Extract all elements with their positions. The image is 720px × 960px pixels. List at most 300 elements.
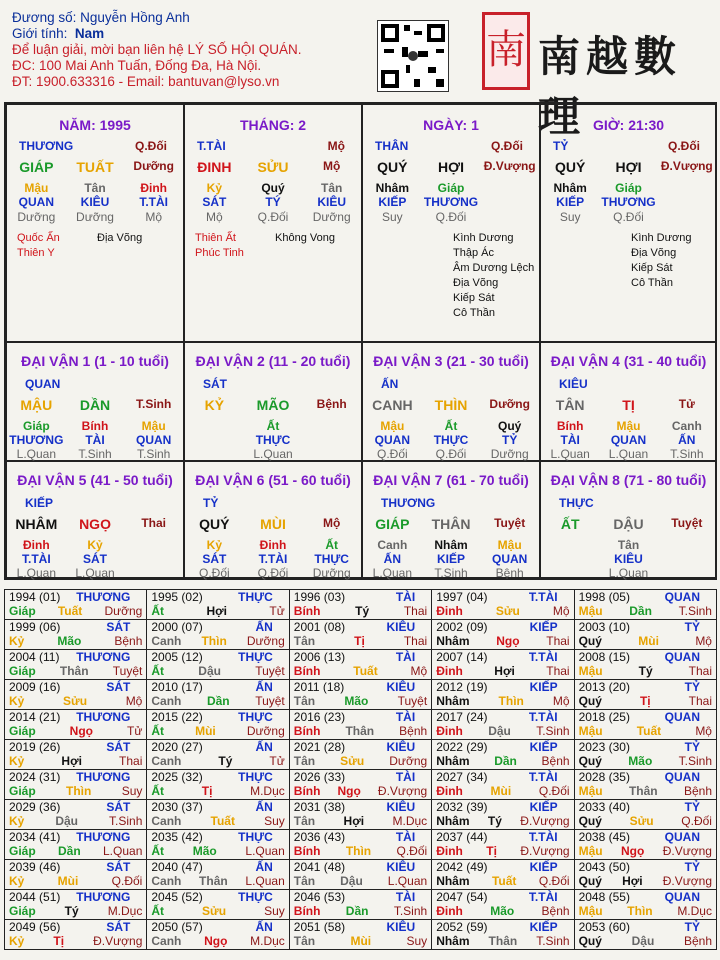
year-stage: Đ.Vượng <box>520 844 570 858</box>
hidden-god: THỰC <box>433 433 469 447</box>
year-branch: Mùi <box>638 634 659 648</box>
hidden-stage: L.Quan <box>608 566 649 580</box>
year-head <box>294 800 427 814</box>
year-pillar <box>436 724 569 738</box>
year-god: TỶ <box>684 620 700 634</box>
year-cell[interactable] <box>574 920 716 950</box>
year-branch: Hợi <box>206 604 227 618</box>
year-cell[interactable] <box>289 770 431 800</box>
year-branch: Sửu <box>340 754 365 768</box>
hidden-god-empty <box>658 195 716 209</box>
year-cell[interactable] <box>5 620 147 650</box>
star-item: Kình Dương <box>453 232 514 244</box>
year-stage: Bệnh <box>683 784 712 798</box>
year-cell[interactable] <box>5 740 147 770</box>
year-label: 1999 (06) <box>9 620 61 634</box>
pillar-main-row <box>7 159 183 175</box>
year-cell[interactable] <box>289 710 431 740</box>
year-head <box>294 680 427 694</box>
year-stage: M.Dục <box>107 904 143 918</box>
year-label: 2018 (25) <box>578 710 630 724</box>
year-label: 2040 (47) <box>151 860 203 874</box>
hidden-god-row <box>541 195 716 209</box>
table-row <box>5 590 717 620</box>
year-cell[interactable] <box>147 830 289 860</box>
year-pillar <box>151 604 284 618</box>
hidden-god: TÀI <box>560 433 580 447</box>
year-stage: Bệnh <box>114 634 143 648</box>
earthly-branch: MÙI <box>260 516 286 532</box>
hidden-stage: Q.Đối <box>435 447 467 461</box>
year-branch: Thân <box>59 664 89 678</box>
year-stage: Mộ <box>552 604 570 618</box>
year-cell[interactable] <box>147 920 289 950</box>
hidden-stage: Q.Đối <box>198 566 230 580</box>
year-head <box>436 620 569 634</box>
pillar-top-stage: Mộ <box>327 139 345 153</box>
hidden-stage: Mộ <box>206 210 223 224</box>
year-stem: Mậu <box>578 664 603 678</box>
year-stem: Canh <box>151 694 182 708</box>
pillar-main-row <box>363 159 539 175</box>
seal-icon: 南 <box>482 12 530 90</box>
year-label: 2030 (37) <box>151 800 203 814</box>
hidden-stage-row <box>363 447 539 461</box>
pillar-top-god: T.TÀI <box>197 139 226 153</box>
year-cell[interactable] <box>5 830 147 860</box>
year-branch: Tị <box>201 784 213 798</box>
year-stem: Bính <box>293 844 321 858</box>
year-head <box>579 590 712 604</box>
year-cell[interactable] <box>5 650 147 680</box>
hidden-stem-empty <box>658 538 716 552</box>
dai-van-god: ẤN <box>381 377 399 391</box>
year-stage: Mộ <box>695 724 712 738</box>
year-head <box>151 860 284 874</box>
year-stage: Tuyệt <box>255 694 285 708</box>
heavenly-stem: KỶ <box>204 397 225 413</box>
year-cell[interactable] <box>432 680 574 710</box>
hidden-stem: Giáp <box>23 419 50 433</box>
year-stem: Bính <box>293 904 321 918</box>
year-pillar <box>294 754 427 768</box>
year-cell[interactable] <box>289 830 431 860</box>
year-cell[interactable] <box>432 890 574 920</box>
year-stem: Quý <box>578 694 602 708</box>
year-cell[interactable] <box>289 680 431 710</box>
dai-van-main-row <box>363 397 539 413</box>
year-branch: Mùi <box>350 934 372 948</box>
year-god: ẤN <box>255 620 273 634</box>
year-cell[interactable] <box>289 740 431 770</box>
star-right: Địa Võng <box>97 232 143 244</box>
year-stage: L.Quan <box>387 874 428 888</box>
branch-stage: Tuyệt <box>671 516 703 530</box>
year-god: TÀI <box>395 770 416 784</box>
hidden-stage-row <box>541 210 716 224</box>
year-pillar <box>579 664 712 678</box>
hidden-stem: Kỷ <box>206 538 222 552</box>
year-cell[interactable] <box>574 680 716 710</box>
year-branch: Ngọ <box>337 784 361 798</box>
year-stage: Đ.Vượng <box>662 874 712 888</box>
year-cell[interactable] <box>147 770 289 800</box>
year-cell[interactable] <box>574 770 716 800</box>
year-head <box>151 590 284 604</box>
hidden-god: TÀI <box>85 433 105 447</box>
star-item: Thập Ác <box>453 247 494 259</box>
hidden-god: QUAN <box>610 433 647 447</box>
dai-van-main-row <box>541 397 716 413</box>
year-cell[interactable] <box>5 710 147 740</box>
year-god: THỰC <box>238 890 273 904</box>
year-pillar <box>294 634 427 648</box>
year-cell[interactable] <box>147 590 289 620</box>
year-branch: Ngọ <box>69 724 93 738</box>
year-label: 2041 (48) <box>293 860 346 874</box>
dai-van-god: THƯƠNG <box>381 496 436 510</box>
year-cell[interactable] <box>147 890 289 920</box>
dai-van-title: ĐẠI VẬN 5 (41 - 50 tuổi) <box>17 472 173 488</box>
hidden-stem: Tân <box>617 538 640 552</box>
year-cell[interactable] <box>574 740 716 770</box>
year-stem: Giáp <box>9 664 36 678</box>
hidden-stem-row <box>541 538 716 552</box>
year-label: 2026 (33) <box>293 770 346 784</box>
pillar-title: GIỜ: 21:30 <box>592 117 665 133</box>
year-pillar <box>436 754 569 768</box>
earthly-branch: SỬU <box>257 159 289 175</box>
year-pillar <box>294 844 427 858</box>
hidden-god-row <box>7 195 183 209</box>
dai-van-main-row <box>7 397 183 413</box>
year-label: 2009 (16) <box>9 680 61 694</box>
year-cell[interactable] <box>574 800 716 830</box>
year-cell[interactable] <box>432 920 574 950</box>
year-cell[interactable] <box>5 590 147 620</box>
year-cell[interactable] <box>5 770 147 800</box>
year-label: 2012 (19) <box>436 680 488 694</box>
year-head <box>579 740 712 754</box>
dai-van-1 <box>6 342 184 461</box>
heavenly-stem: NHÂM <box>15 516 58 532</box>
star-left: Thiên Y <box>17 247 55 259</box>
hidden-stem-empty <box>185 419 244 433</box>
year-head <box>294 650 427 664</box>
hidden-stem: Ất <box>325 538 339 552</box>
year-head <box>151 740 284 754</box>
year-head <box>436 830 569 844</box>
branch-stage: Mộ <box>323 516 341 530</box>
year-cell[interactable] <box>147 620 289 650</box>
contact-phone-email[interactable]: ĐT: 1900.633316 - Email: bantuvan@lyso.vn <box>12 74 280 89</box>
earthly-branch: DẦN <box>79 397 111 413</box>
year-label: 2029 (36) <box>9 800 61 814</box>
year-label: 2022 (29) <box>436 740 488 754</box>
heavenly-stem: QUÝ <box>199 516 230 532</box>
year-god: T.TÀI <box>528 590 558 604</box>
earthly-branch: NGỌ <box>79 516 111 532</box>
year-cell[interactable] <box>574 620 716 650</box>
year-cell[interactable] <box>289 620 431 650</box>
hidden-stage: Suy <box>559 210 581 224</box>
year-stage: L.Quan <box>245 874 285 888</box>
year-branch: Mùi <box>195 724 216 738</box>
dai-van-god: QUAN <box>25 377 61 391</box>
hidden-stage: L.Quan <box>16 566 57 580</box>
year-god: ẤN <box>255 680 273 694</box>
year-head <box>151 710 284 724</box>
year-stage: Thai <box>403 604 428 618</box>
dai-van-4 <box>540 342 717 461</box>
year-branch: Tý <box>64 904 79 918</box>
dai-van-main-row <box>541 516 716 532</box>
year-god: T.TÀI <box>528 770 558 784</box>
year-label: 1998 (05) <box>578 590 630 604</box>
year-pillar <box>579 604 712 618</box>
hidden-stem: Nhâm <box>375 181 409 195</box>
year-stage: Bệnh <box>541 754 570 768</box>
hidden-stage-row <box>541 566 716 580</box>
year-stage: M.Dục <box>677 904 712 918</box>
branch-stage: Dưỡng <box>489 397 530 411</box>
year-stem: Đinh <box>436 844 463 858</box>
year-god: THƯƠNG <box>76 830 131 844</box>
year-god: KIẾP <box>529 680 558 694</box>
year-cell[interactable] <box>574 710 716 740</box>
year-stem: Đinh <box>436 784 463 798</box>
year-stem: Kỷ <box>9 814 25 828</box>
year-cell[interactable] <box>432 770 574 800</box>
year-pillar <box>9 784 142 798</box>
year-label: 2001 (08) <box>293 620 346 634</box>
hidden-god-row <box>363 195 539 209</box>
year-pillar <box>579 634 712 648</box>
year-stem: Kỷ <box>9 754 25 768</box>
year-cell[interactable] <box>432 860 574 890</box>
year-label: 2010 (17) <box>151 680 203 694</box>
year-label: 2045 (52) <box>151 890 203 904</box>
year-pillar <box>151 634 284 648</box>
year-branch: Thân <box>488 934 518 948</box>
year-stem: Kỷ <box>9 934 25 948</box>
star-item: Địa Võng <box>631 247 677 259</box>
year-head <box>9 710 142 724</box>
year-label: 2043 (50) <box>578 860 630 874</box>
year-label: 2053 (60) <box>578 920 630 934</box>
year-cell[interactable] <box>574 830 716 860</box>
hidden-stage: L.Quan <box>16 447 57 461</box>
year-cell[interactable] <box>289 650 431 680</box>
year-branch: Dần <box>206 694 230 708</box>
hidden-stem-row <box>7 181 183 195</box>
dai-van-5 <box>6 461 184 578</box>
annual-luck-table <box>4 589 717 950</box>
year-stem: Canh <box>151 874 182 888</box>
pillar-top-stage: Q.Đối <box>491 139 523 153</box>
year-cell[interactable] <box>5 680 147 710</box>
year-pillar <box>436 844 569 858</box>
year-cell[interactable] <box>432 650 574 680</box>
year-stage: Bệnh <box>683 934 712 948</box>
hidden-stem: Canh <box>377 538 408 552</box>
year-stage: L.Quan <box>245 844 285 858</box>
year-stem: Mậu <box>578 784 603 798</box>
year-stem: Tân <box>293 634 316 648</box>
hidden-stem: Ất <box>444 419 458 433</box>
year-stage: Đ.Vượng <box>377 784 428 798</box>
pillar-hour <box>540 104 717 342</box>
table-row <box>5 620 717 650</box>
year-head <box>9 680 142 694</box>
year-god: TỶ <box>684 860 700 874</box>
year-stage: Đ.Vượng <box>520 814 570 828</box>
year-head <box>294 740 427 754</box>
hidden-stem: Bính <box>81 419 109 433</box>
year-god: KIÊU <box>386 920 416 934</box>
year-stem: Kỷ <box>9 634 25 648</box>
year-cell[interactable] <box>574 590 716 620</box>
year-branch: Sửu <box>63 694 88 708</box>
year-branch: Tị <box>486 844 497 858</box>
year-cell[interactable] <box>147 800 289 830</box>
year-cell[interactable] <box>289 920 431 950</box>
year-god: QUAN <box>664 890 700 904</box>
year-pillar <box>579 784 712 798</box>
year-label: 2002 (09) <box>436 620 488 634</box>
year-god: SÁT <box>106 860 131 874</box>
year-pillar <box>151 934 284 948</box>
year-pillar <box>9 724 142 738</box>
branch-stage: Mộ <box>323 159 341 173</box>
year-cell[interactable] <box>432 710 574 740</box>
year-cell[interactable] <box>147 650 289 680</box>
year-head <box>9 620 142 634</box>
branch-stage: Thai <box>141 516 167 530</box>
year-god: TỶ <box>684 800 700 814</box>
hidden-stem: Mậu <box>497 538 522 552</box>
year-pillar <box>579 694 712 708</box>
year-label: 2025 (32) <box>151 770 203 784</box>
year-cell[interactable] <box>432 590 574 620</box>
table-row <box>5 680 717 710</box>
year-cell[interactable] <box>5 920 147 950</box>
year-cell[interactable] <box>432 830 574 860</box>
year-cell[interactable] <box>147 740 289 770</box>
year-pillar <box>579 904 712 918</box>
year-stage: Tử <box>269 754 285 768</box>
hidden-god: THƯƠNG <box>601 195 656 209</box>
hidden-stem-empty <box>302 419 361 433</box>
year-cell[interactable] <box>432 620 574 650</box>
year-cell[interactable] <box>147 710 289 740</box>
year-head <box>151 920 284 934</box>
year-cell[interactable] <box>574 890 716 920</box>
star-item: Kiếp Sát <box>631 262 673 274</box>
year-stage: Mộ <box>552 694 570 708</box>
year-stem: Canh <box>151 814 182 828</box>
dai-van-god: SÁT <box>203 377 227 391</box>
year-cell[interactable] <box>147 680 289 710</box>
year-head <box>579 860 712 874</box>
year-label: 2021 (28) <box>293 740 346 754</box>
hidden-stage-empty <box>541 566 599 580</box>
year-god: ẤN <box>255 920 273 934</box>
year-cell[interactable] <box>432 740 574 770</box>
year-pillar <box>294 814 427 828</box>
year-god: THƯƠNG <box>76 650 131 664</box>
year-pillar <box>579 724 712 738</box>
dai-van-main-row <box>185 397 361 413</box>
year-cell[interactable] <box>432 800 574 830</box>
year-cell[interactable] <box>289 800 431 830</box>
year-cell[interactable] <box>574 860 716 890</box>
year-stage: M.Dục <box>250 934 285 948</box>
year-cell[interactable] <box>147 860 289 890</box>
hidden-stage-empty <box>302 447 361 461</box>
year-cell[interactable] <box>5 860 147 890</box>
year-god: ẤN <box>255 860 273 874</box>
year-god: THƯƠNG <box>76 590 131 604</box>
hidden-god-row <box>185 552 361 566</box>
year-cell[interactable] <box>5 890 147 920</box>
year-branch: Thìn <box>345 844 372 858</box>
hidden-god: KIẾP <box>437 552 466 566</box>
hidden-god: ẤN <box>383 552 401 566</box>
year-label: 2049 (56) <box>9 920 61 934</box>
dai-van-title: ĐẠI VẬN 6 (51 - 60 tuổi) <box>195 472 351 488</box>
year-label: 2011 (18) <box>293 680 345 694</box>
year-cell[interactable] <box>5 800 147 830</box>
year-label: 2005 (12) <box>151 650 203 664</box>
hidden-god: T.TÀI <box>22 552 51 566</box>
year-cell[interactable] <box>574 650 716 680</box>
pillar-day <box>362 104 540 342</box>
hidden-god-empty <box>302 433 361 447</box>
year-pillar <box>9 844 142 858</box>
year-god: KIÊU <box>386 860 416 874</box>
year-cell[interactable] <box>289 890 431 920</box>
hidden-stage-empty <box>185 447 244 461</box>
year-stem: Bính <box>293 664 321 678</box>
year-pillar <box>294 664 427 678</box>
hidden-stage: Dưỡng <box>76 210 114 224</box>
year-branch: Sửu <box>495 604 520 618</box>
hidden-god: ẤN <box>678 433 696 447</box>
earthly-branch: TUẤT <box>76 159 114 175</box>
year-cell[interactable] <box>289 590 431 620</box>
dai-van-8 <box>540 461 717 578</box>
year-branch: Tuất <box>636 724 662 738</box>
year-cell[interactable] <box>289 860 431 890</box>
year-branch: Thìn <box>66 784 92 798</box>
year-branch: Ngọ <box>204 934 228 948</box>
dai-van-god: KIÊU <box>559 377 588 391</box>
hidden-god-row <box>7 552 183 566</box>
qr-code-icon[interactable] <box>377 20 449 92</box>
year-head <box>294 830 427 844</box>
dai-van-7 <box>362 461 540 578</box>
hidden-stem-row <box>363 538 539 552</box>
year-stem: Tân <box>293 874 316 888</box>
year-god: KIÊU <box>386 620 416 634</box>
year-pillar <box>9 694 142 708</box>
heavenly-stem: ẤT <box>560 516 580 532</box>
year-head <box>579 890 712 904</box>
year-branch: Tuất <box>491 874 517 888</box>
branch-stage: Đ.Vượng <box>483 159 536 173</box>
year-stem: Đinh <box>436 664 463 678</box>
